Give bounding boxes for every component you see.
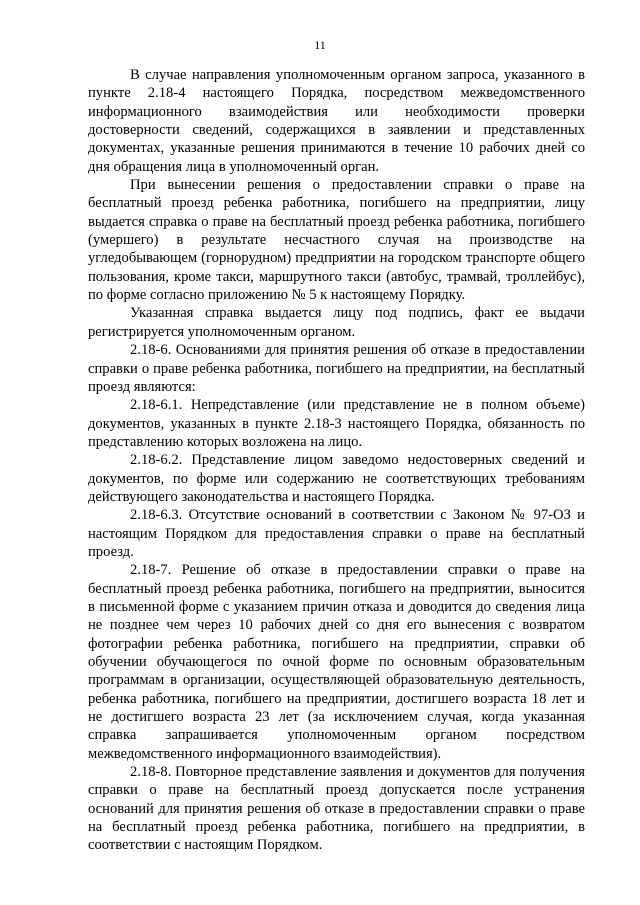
paragraph-2-18-6: 2.18-6. Основаниями для принятия решения об отказе в предоставлении справки о праве ребенка работника, погибшего на предприятии, на бесплатный проезд являются:	[88, 342, 585, 395]
document-body	[88, 66, 585, 855]
paragraph-2-18-7: 2.18-7. Решение об отказе в предоставлении справки о праве на бесплатный проезд ребенка работника, погибшего на предприятии, выносится в письменной форме с указанием причин отказа и доводится до сведения лица не позднее чем через 10 рабочих дней со дня его вынесения с возвратом фотографии ребенка работника, погибшего на предприятии, справки об обучении обучающегося по очной форме по основным образовательным программам в организации, осуществляющей образовательную деятельность, ребенка работника, погибшего на предприятии, достигшего возраста 18 лет и не достигшего возраста 23 лет (за исключением случая, когда указанная справка запрашивается уполномоченным органом посредством межведомственного информационного взаимодействия).	[88, 562, 585, 762]
paragraph-2-18-8: 2.18-8. Повторное представление заявления и документов для получения справки о праве на бесплатный проезд допускается после устранения оснований для принятия решения об отказе в предоставлении справки о праве на бесплатный проезд ребенка работника, погибшего на предприятии, в соответствии с настоящим Порядком.	[88, 764, 585, 854]
paragraph-certificate-issued: При вынесении решения о предоставлении справки о праве на бесплатный проезд ребенка работника, погибшего на предприятии, лицу выдается справка о праве на бесплатный проезд ребенка работника, погибшего (умершего) в результате несчастного случая на производстве на угледобывающем (горнорудном) предприятии на городском транспорте общего пользования, кроме такси, маршрутного такси (автобус, трамвай, троллейбус), по форме согласно приложению № 5 к настоящему Порядку.	[88, 177, 585, 304]
paragraph-request-timing: В случае направления уполномоченным органом запроса, указанного в пункте 2.18-4 настоящего Порядка, посредством межведомственного информационного взаимодействия или необходимости проверки достоверности сведений, содержащихся в заявлении и представленных документах, указанные решения принимаются в течение 10 рабочих дней со дня обращения лица в уполномоченный орган.	[88, 67, 585, 175]
paragraph-2-18-6-2: 2.18-6.2. Представление лицом заведомо недостоверных сведений и документов, по форме или содержанию не соответствующих требованиям действующего законодательства и настоящего Порядка.	[88, 452, 585, 505]
paragraph-2-18-6-1: 2.18-6.1. Непредставление (или представление не в полном объеме) документов, указанных в пункте 2.18-3 настоящего Порядка, обязанность по представлению которых возложена на лицо.	[88, 397, 585, 450]
page-number: 11	[314, 38, 326, 52]
paragraph-2-18-6-3: 2.18-6.3. Отсутствие оснований в соответствии с Законом № 97-ОЗ и настоящим Порядком для предоставления справки о праве на бесплатный проезд.	[88, 507, 585, 560]
paragraph-signature-registration: Указанная справка выдается лицу под подпись, факт ее выдачи регистрируется уполномоченным органом.	[88, 305, 585, 340]
